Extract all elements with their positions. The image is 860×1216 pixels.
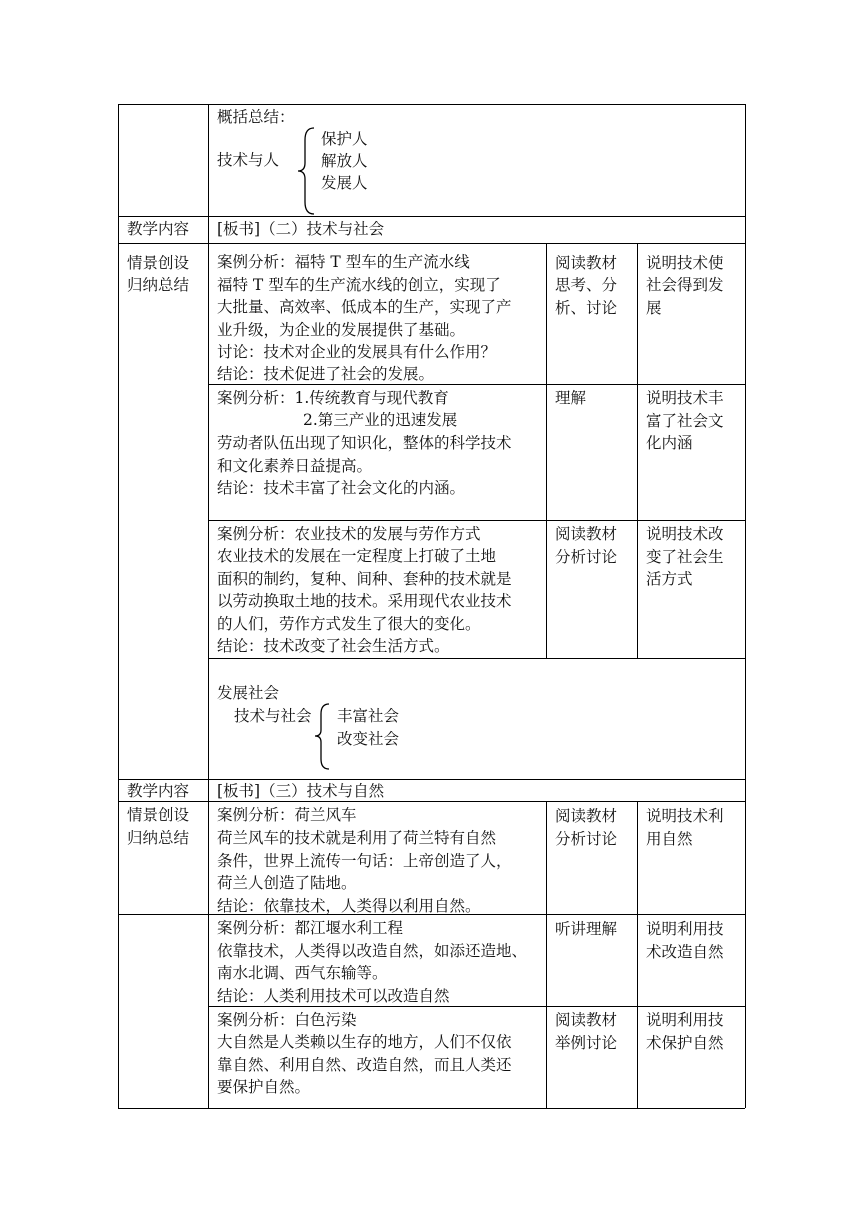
rule [208,658,745,659]
intent-text: 术改造自然 [646,943,724,961]
case-text: 依靠技术，人类得以改造自然，如添还造地、 [217,942,528,960]
rule [637,243,638,658]
row-label-scenario: 情景创设 [127,806,190,824]
case-text: 的人们，劳作方式发生了很大的变化。 [217,615,481,633]
summary-item: 改变社会 [337,730,400,748]
summary-topic: 技术与社会 [234,707,312,725]
intent-text: 化内涵 [646,434,693,452]
activity-text: 阅读教材 [555,807,618,825]
rule [546,243,547,658]
intent-text: 活方式 [646,570,693,588]
rule [546,801,547,1108]
activity-text: 听讲理解 [555,920,618,938]
intent-text: 说明技术利 [646,807,724,825]
case-text: 案例分析：1.传统教育与现代教育 [217,389,449,407]
activity-text: 阅读教材 [555,254,618,272]
intent-text: 说明利用技 [646,920,724,938]
case-text: 农业技术的发展在一定程度上打破了土地 [217,547,497,565]
brace-icon [313,702,333,772]
intent-text: 社会得到发 [646,276,724,294]
intent-text: 变了社会生 [646,548,724,566]
case-text: 福特 T 型车的生产流水线的创立，实现了 [217,276,501,294]
case-text: 结论：技术促进了社会的发展。 [217,365,435,383]
summary-item: 保护人 [321,130,368,148]
case-text: 结论：技术改变了社会生活方式。 [217,637,450,655]
intent-text: 用自然 [646,830,693,848]
case-text: 以劳动换取土地的技术。采用现代农业技术 [217,592,512,610]
row-label-teaching-content: 教学内容 [127,220,190,238]
activity-text: 举例讨论 [555,1034,618,1052]
case-text: 案例分析：白色污染 [217,1011,357,1029]
case-text: 结论：人类利用技术可以改造自然 [217,987,450,1005]
case-text: 讨论：技术对企业的发展具有什么作用？ [217,343,497,361]
row-label-scenario: 归纳总结 [127,276,190,294]
case-text: 荷兰风车的技术就是利用了荷兰特有自然 [217,829,497,847]
rule [118,104,745,105]
rule [637,801,638,1108]
case-text: 条件，世界上流传一句话：上帝创造了人， [217,852,512,870]
activity-text: 析、讨论 [555,299,618,317]
case-text: 面积的制约，复种、间种、套种的技术就是 [217,570,512,588]
intent-text: 展 [646,299,662,317]
case-text: 案例分析：荷兰风车 [217,806,357,824]
activity-text: 思考、分 [555,276,618,294]
case-text: 和文化素养日益提高。 [217,457,373,475]
case-text: 结论：依靠技术，人类得以利用自然。 [217,897,481,915]
intent-text: 说明技术丰 [646,389,724,407]
rule [118,216,745,217]
case-text: 荷兰人创造了陆地。 [217,874,357,892]
intent-text: 说明利用技 [646,1011,724,1029]
summary-label: 概括总结： [217,108,295,126]
rule [118,779,745,780]
summary-item: 发展人 [321,174,368,192]
case-text: 劳动者队伍出现了知识化，整体的科学技术 [217,434,512,452]
case-text: 案例分析：农业技术的发展与劳作方式 [217,525,481,543]
summary-first: 发展社会 [217,684,280,702]
rule [208,104,209,1108]
case-text: 2.第三产业的迅速发展 [303,411,458,429]
activity-text: 理解 [555,389,587,407]
activity-text: 分析讨论 [555,830,618,848]
rule [118,801,745,802]
intent-text: 说明技术使 [646,254,724,272]
activity-text: 分析讨论 [555,548,618,566]
intent-text: 说明技术改 [646,525,724,543]
board-heading: [板书]（二）技术与社会 [217,220,385,238]
row-label-scenario: 归纳总结 [127,829,190,847]
summary-item: 解放人 [321,152,368,170]
case-text: 南水北调、西气东输等。 [217,964,388,982]
case-text: 案例分析：福特 T 型车的生产流水线 [217,253,470,271]
rule [118,1108,745,1109]
rule [208,520,745,521]
rule [118,243,745,244]
rule [118,104,119,1108]
activity-text: 阅读教材 [555,525,618,543]
case-text: 业升级，为企业的发展提供了基础。 [217,321,466,339]
summary-item: 丰富社会 [337,707,400,725]
case-text: 结论：技术丰富了社会文化的内涵。 [217,479,466,497]
case-text: 要保护自然。 [217,1078,311,1096]
brace-icon [296,126,318,216]
case-text: 大自然是人类赖以生存的地方，人们不仅依 [217,1033,512,1051]
case-text: 靠自然、利用自然、改造自然，而且人类还 [217,1056,512,1074]
board-heading: [板书]（三）技术与自然 [217,782,385,800]
intent-text: 术保护自然 [646,1034,724,1052]
case-text: 案例分析：都江堰水利工程 [217,919,404,937]
rule [745,104,746,1108]
activity-text: 阅读教材 [555,1011,618,1029]
case-text: 大批量、高效率、低成本的生产，实现了产 [217,298,512,316]
row-label-teaching-content: 教学内容 [127,782,190,800]
summary-topic: 技术与人 [217,151,280,169]
row-label-scenario: 情景创设 [127,254,190,272]
intent-text: 富了社会文 [646,412,724,430]
